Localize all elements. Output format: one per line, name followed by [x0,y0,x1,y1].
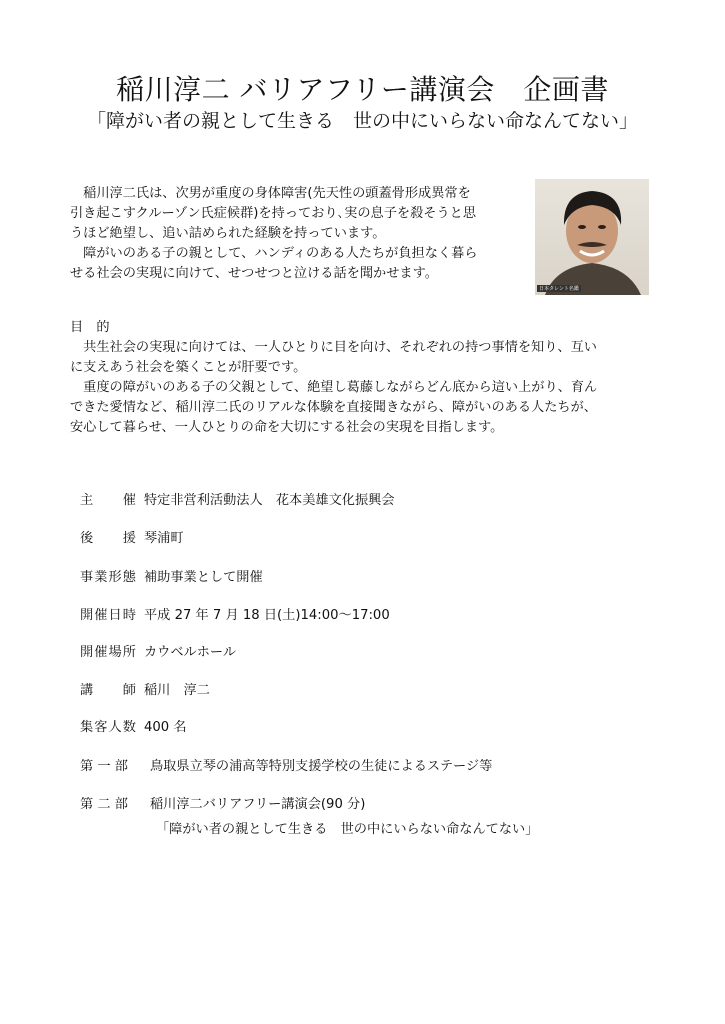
detail-row-support [80,527,184,546]
intro-paragraph [70,184,478,284]
purpose-line: できた愛情など、稲川淳二氏のリアルな体験を直接聞きながら、障がいのある人たちが、 [70,400,597,415]
detail-row-part-two [80,793,365,812]
detail-label: 後援 [80,531,136,546]
purpose-line: に支えあう社会を築くことが肝要です。 [70,360,307,375]
detail-row-part-two-subtitle [156,818,538,837]
detail-label: 開催日時 [80,608,136,623]
portrait-image [535,179,649,295]
photo-caption: 日本タレント名鑑 [539,286,579,292]
intro-line: うほど絶望し、追い詰められた経験を持っています。 [70,226,386,241]
intro-line: 引き起こすクルーゾン氏症候群)を持っており､実の息子を殺そうと思 [70,206,477,221]
detail-row-attendance [80,716,187,735]
detail-label: 開催場所 [80,645,136,660]
detail-value: 補助事業として開催 [144,570,263,585]
purpose-line: 共生社会の実現に向けては、一人ひとりに目を向け、それぞれの持つ事情を知り、互い [70,340,597,355]
detail-row-speaker [80,679,210,698]
purpose-section [70,318,597,438]
page-title: 稲川淳二 バリアフリー講演会 企画書 [116,73,609,106]
detail-row-part-one [80,755,492,774]
detail-label: 第二部 [80,797,128,812]
detail-value: 平成 27 年 7 月 18 日(土)14:00～17:00 [144,608,390,623]
detail-label: 第一部 [80,759,128,774]
intro-line: 稲川淳二氏は、次男が重度の身体障害(先天性の頭蓋骨形成異常を [70,186,471,201]
intro-line: 障がいのある子の親として、ハンディのある人たちが負担なく暮ら [70,246,478,261]
detail-row-datetime [80,604,390,623]
detail-value: 稲川 淳二 [144,683,210,698]
detail-label: 集客人数 [80,720,136,735]
detail-value: 稲川淳二バリアフリー講演会(90 分) [150,797,366,812]
detail-row-format [80,566,263,585]
detail-value: 鳥取県立琴の浦高等特別支援学校の生徒によるステージ等 [150,759,493,774]
detail-label: 主催 [80,493,136,508]
detail-row-organizer [80,489,395,508]
detail-row-venue [80,641,236,660]
purpose-line: 重度の障がいのある子の父親として、絶望し葛藤しながらどん底から這い上がり、育ん [70,380,598,395]
detail-value: 400 名 [144,720,187,735]
page-subtitle: 「障がい者の親として生きる 世の中にいらない命なんてない」 [86,110,638,132]
intro-line: せる社会の実現に向けて、せつせつと泣ける話を聞かせます。 [70,266,438,281]
detail-value: カウベルホール [144,645,237,660]
speaker-photo [535,179,649,295]
detail-label: 事業形態 [80,570,136,585]
purpose-heading: 目 的 [70,320,110,335]
detail-label: 講師 [80,683,136,698]
purpose-line: 安心して暮らせ、一人ひとりの命を大切にする社会の実現を目指します。 [70,420,504,435]
detail-value: 「障がい者の親として生きる 世の中にいらない命なんてない」 [156,822,539,837]
detail-value: 琴浦町 [144,531,184,546]
detail-value: 特定非営利活動法人 花本美雄文化振興会 [144,493,395,508]
